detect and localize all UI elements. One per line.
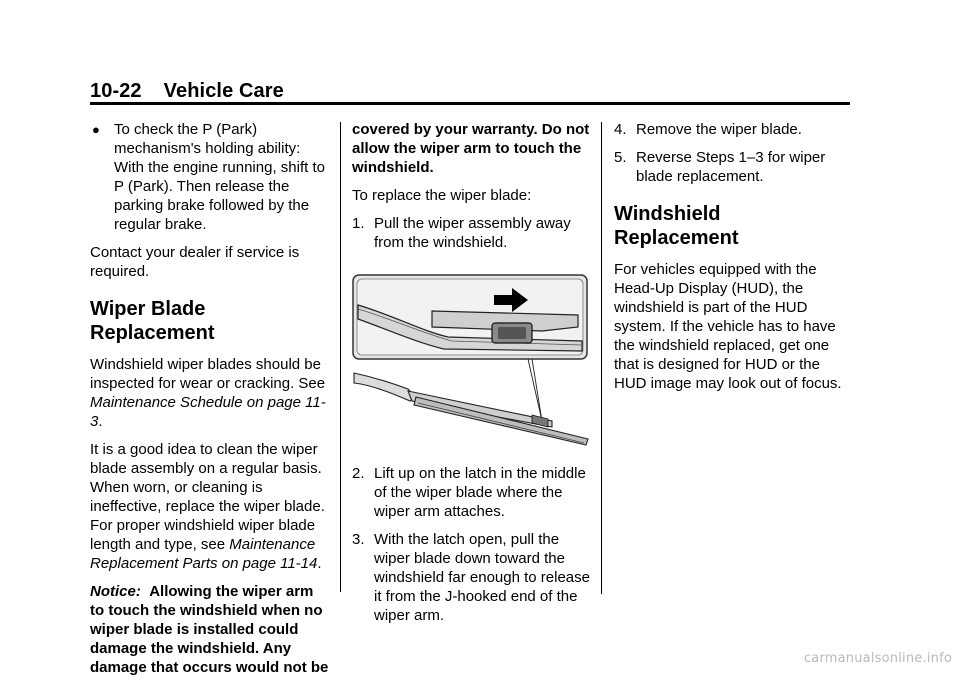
- step-1: [352, 214, 590, 252]
- replace-intro: To replace the wiper blade:: [352, 187, 532, 204]
- wiper-paragraph-2: [90, 440, 330, 573]
- step-5: [614, 148, 850, 186]
- step-3-text: With the latch open, pull the wiper blade down toward the windshield far enough to release it from the J-hooked end of the wiper arm.: [374, 531, 590, 624]
- windshield-heading: Windshield Replacement: [614, 203, 739, 249]
- step-5-text: Reverse Steps 1–3 for wiper blade replacement.: [636, 149, 826, 185]
- step-3: [352, 530, 590, 625]
- step-1-text: Pull the wiper assembly away from the windshield.: [374, 215, 571, 251]
- wiper-paragraph-1: [90, 355, 330, 431]
- maintenance-schedule-link[interactable]: Maintenance Schedule on page 11-3: [90, 394, 326, 430]
- wiper-p2-text: It is a good idea to clean the wiper blade assembly on a regular basis. When worn, or cleaning is ineffective, replace the wiper blade. For proper windshield wiper blade length and type, see: [90, 441, 325, 553]
- column-3: [614, 120, 850, 402]
- replacement-parts-link[interactable]: Maintenance Replacement Parts on page 11-14: [90, 536, 318, 572]
- wiper-heading: Wiper Blade Replacement: [90, 298, 215, 344]
- step-2: [352, 464, 590, 521]
- step-2-number: 2.: [352, 465, 365, 482]
- wiper-p1-end: .: [98, 413, 103, 430]
- dealer-text: Contact your dealer if service is required.: [90, 244, 300, 280]
- notice-continuation: covered by your warranty. Do not allow the wiper arm to touch the windshield.: [352, 121, 590, 176]
- page-number: 10-22: [90, 80, 142, 102]
- section-title: Vehicle Care: [163, 80, 284, 102]
- notice-paragraph: [90, 582, 330, 677]
- header-rule: [90, 102, 850, 105]
- column-2: [352, 120, 590, 634]
- step-5-number: 5.: [614, 149, 627, 166]
- notice-label: Notice:: [90, 583, 141, 600]
- column-1: [90, 120, 330, 686]
- step-2-text: Lift up on the latch in the middle of the wiper blade where the wiper arm attaches.: [374, 465, 586, 520]
- wiper-p2-end: .: [317, 555, 322, 572]
- bullet-icon: ●: [92, 122, 100, 137]
- step-3-number: 3.: [352, 531, 365, 548]
- park-check-bullet: [90, 120, 330, 234]
- park-check-text: To check the P (Park) mechanism's holding ability: With the engine running, shift to P (Park). Then release the parking brake followed by the regular brake.: [114, 121, 325, 233]
- notice-text: Allowing the wiper arm to touch the windshield when no wiper blade is installed could damage the windshield. Any damage that occurs would not be: [90, 583, 329, 676]
- step-4-text: Remove the wiper blade.: [636, 121, 802, 138]
- step-4-number: 4.: [614, 121, 627, 138]
- column-divider-1: [340, 122, 341, 592]
- wiper-illustration: [352, 271, 590, 451]
- page-header: [90, 80, 284, 103]
- column-divider-2: [601, 122, 602, 594]
- step-1-number: 1.: [352, 215, 365, 232]
- windshield-paragraph: For vehicles equipped with the Head-Up Display (HUD), the windshield is part of the HUD system. If the vehicle has to have the windshield replaced, get one that is designed for HUD or the HUD image may look out of focus.: [614, 261, 842, 392]
- step-4: [614, 120, 850, 139]
- wiper-p1-text: Windshield wiper blades should be inspected for wear or cracking. See: [90, 356, 326, 392]
- watermark: carmanualsonline.info: [803, 651, 952, 666]
